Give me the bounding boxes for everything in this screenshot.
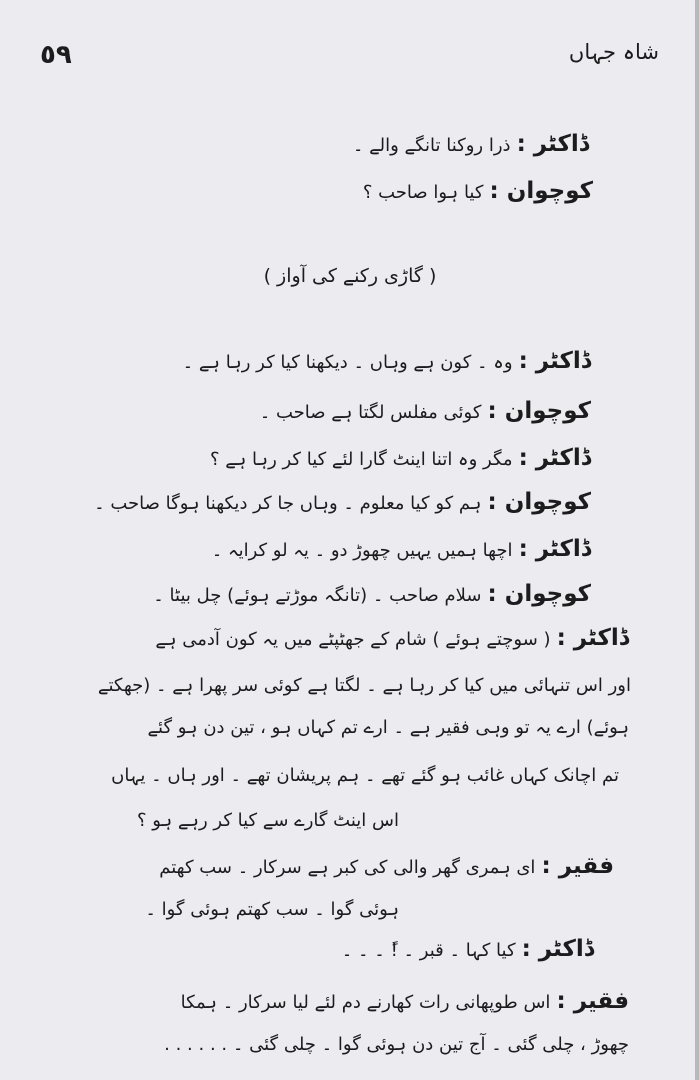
dialogue-line-5: [210, 447, 591, 470]
dialogue-line-2: [363, 180, 593, 203]
speaker-label: ڈاکٹر :: [516, 131, 589, 157]
speaker-label: فقیر :: [556, 988, 629, 1014]
speaker-label: ڈاکٹر :: [518, 536, 591, 562]
dialogue-text: اس طوپھانی رات کھارنے دم لئے لیا سرکار ۔ ہمکا: [180, 992, 551, 1013]
dialogue-line-16: [342, 938, 594, 961]
dialogue-text: ہوئے) ارے یہ تو وہی فقیر ہے ۔ ارے تم کہاں ہو ، تین دن ہو گئے: [147, 717, 629, 738]
dialogue-text: ذرا روکنا تانگے والے ۔: [352, 135, 511, 156]
dialogue-line-8: [153, 583, 591, 606]
dialogue-text: تم اچانک کہاں غائب ہو گئے تھے ۔ ہم پریشان تھے ۔ اور ہاں ۔ یہاں: [111, 765, 619, 786]
dialogue-text: کیا کہا ۔ قبر ۔ !ً ۔ ۔ ۔: [341, 940, 516, 961]
dialogue-line-9: [155, 627, 629, 650]
dialogue-text: کوئی مفلس لگتا ہے صاحب ۔: [259, 402, 482, 423]
speaker-label: فقیر :: [541, 853, 614, 879]
dialogue-text: ( سوچتے ہوئے ) شام کے جھٹپٹے میں یہ کون آدمی ہے: [155, 629, 551, 650]
dialogue-line-15: [145, 897, 399, 920]
dialogue-line-11: [147, 715, 629, 738]
speaker-label: کوچوان :: [487, 398, 591, 424]
speaker-label: ڈاکٹر :: [518, 445, 591, 471]
dialogue-text: وہ ۔ کون ہے وہاں ۔ دیکھنا کیا کر رہا ہے ۔: [182, 352, 513, 373]
speaker-label: کوچوان :: [487, 489, 591, 515]
dialogue-text: مگر وہ اتنا اینٹ گارا لئے کیا کر رہا ہے ؟: [209, 449, 513, 470]
dialogue-line-14: [159, 855, 614, 878]
dialogue-line-7: [212, 538, 591, 561]
dialogue-line-6: [94, 491, 591, 514]
dialogue-line-3: [183, 350, 591, 373]
page-number: ٥٩: [40, 40, 72, 70]
dialogue-line-1: [353, 133, 589, 156]
speaker-label: ڈاکٹر :: [556, 625, 629, 651]
speaker-label: ڈاکٹر :: [518, 348, 591, 374]
page-edge: [695, 0, 699, 1080]
dialogue-text: ہوئی گوا ۔ سب کھتم ہوئی گوا ۔: [145, 899, 399, 920]
dialogue-line-12: [111, 763, 619, 786]
speaker-label: کوچوان :: [487, 581, 591, 607]
dialogue-line-10: [98, 673, 631, 696]
dialogue-text: ہم کو کیا معلوم ۔ وہاں جا کر دیکھنا ہوگا صاحب ۔: [94, 493, 482, 514]
dialogue-text: چھوڑ ، چلی گئی ۔ آج تین دن ہوئی گوا ۔ چلی گئی ۔ . . . . . .: [164, 1034, 629, 1055]
dialogue-text: ای ہمری گھر والی کی کبر ہے سرکار ۔ سب کھتم: [159, 857, 536, 878]
dialogue-line-18: [164, 1032, 629, 1055]
dialogue-text: اور اس تنہائی میں کیا کر رہا ہے ۔ لگتا ہے کوئی سر پھرا ہے ۔ (جھکتے: [97, 675, 631, 696]
running-title: شاہ جہاں: [568, 40, 659, 64]
dialogue-text: کیا ہوا صاحب ؟: [362, 182, 484, 203]
dialogue-text: اس اینٹ گارے سے کیا کر رہے ہو ؟: [137, 810, 399, 831]
dialogue-line-13: [137, 808, 399, 831]
dialogue-text: سلام صاحب ۔ (تانگہ موڑتے ہوئے) چل بیٹا ۔: [153, 585, 482, 606]
dialogue-line-17: [181, 990, 629, 1013]
stage-direction: ( گاڑی رکنے کی آواز ): [263, 265, 437, 287]
dialogue-text: اچھا ہمیں یہیں چھوڑ دو ۔ یہ لو کرایہ ۔: [211, 540, 513, 561]
speaker-label: ڈاکٹر :: [521, 936, 594, 962]
speaker-label: کوچوان :: [489, 178, 593, 204]
dialogue-line-4: [260, 400, 591, 423]
